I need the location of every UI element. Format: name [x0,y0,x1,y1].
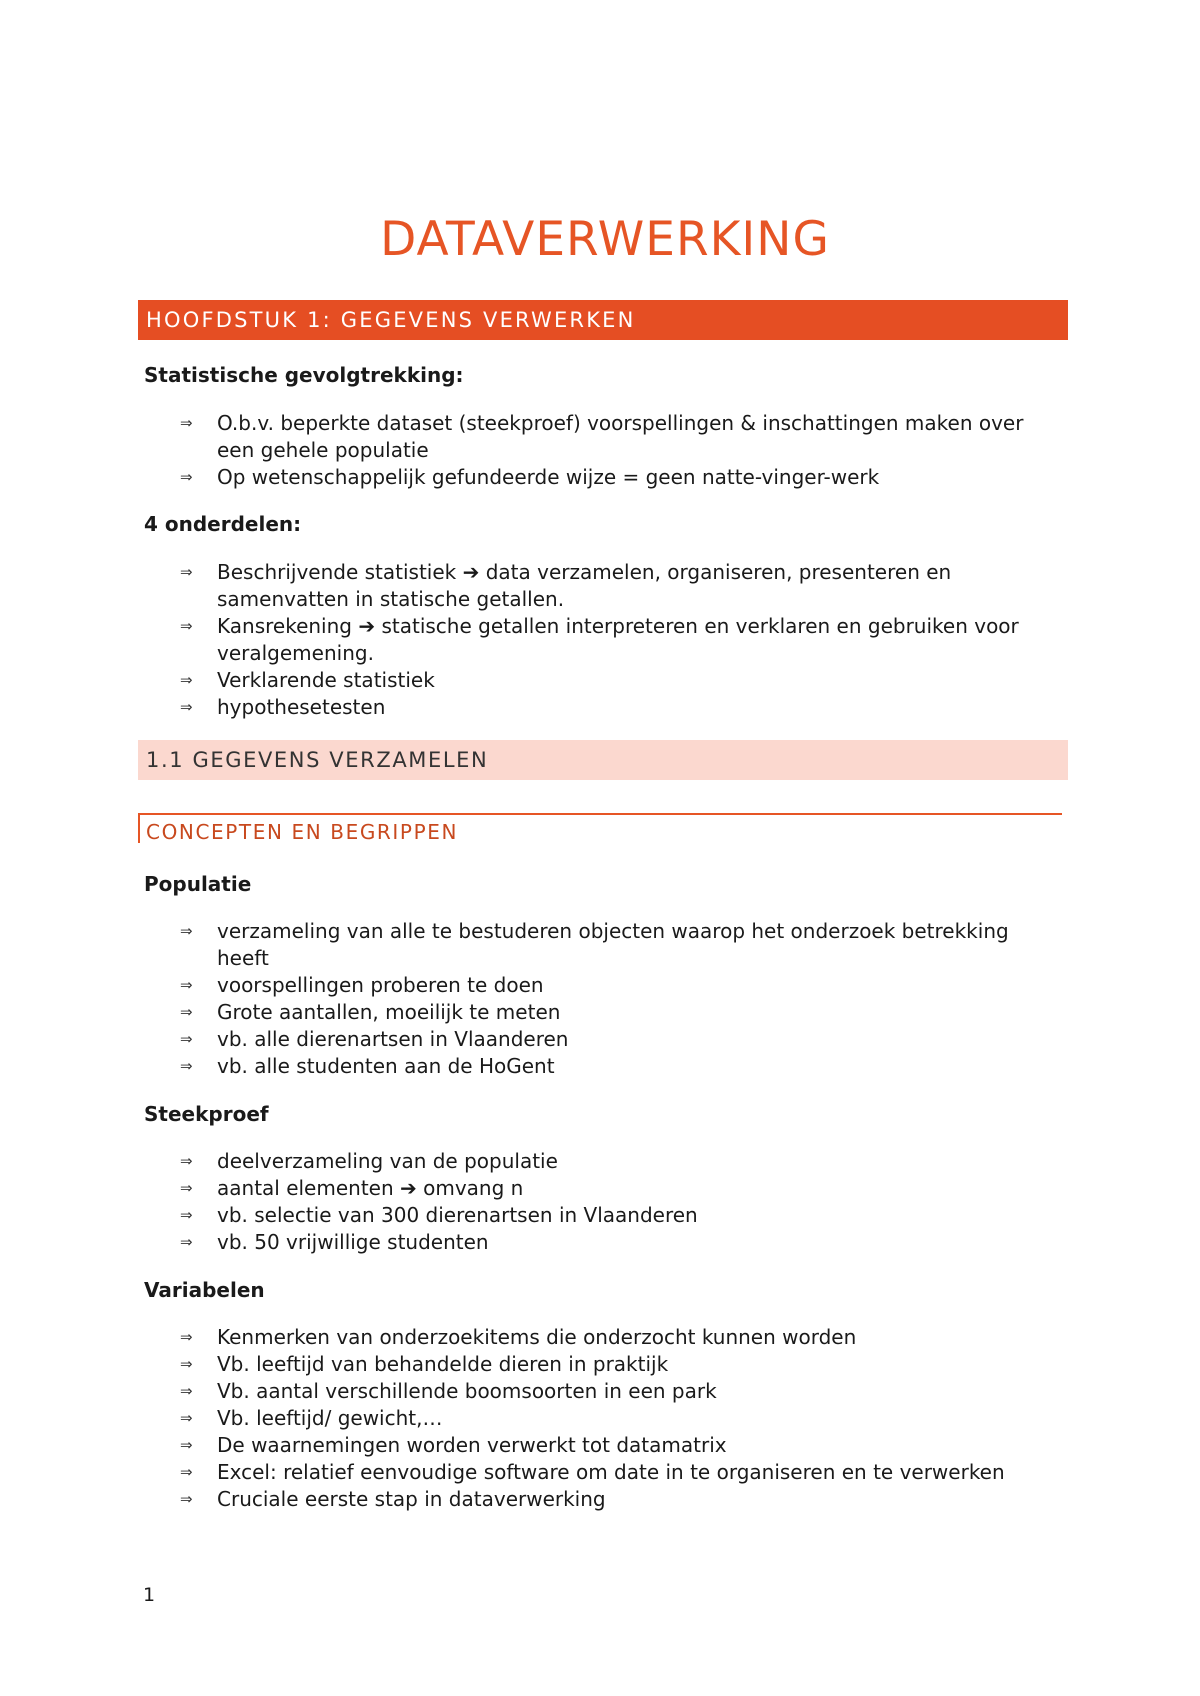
variabelen-list [0,1324,1057,1513]
arrow-bullet-icon: ⇒ [180,1057,193,1075]
subsection-heading: CONCEPTEN EN BEGRIPPEN [138,813,1062,843]
list-item: ⇒ vb. selectie van 300 dierenartsen in Vlaanderen [180,1203,698,1227]
list-item: ⇒ Vb. leeftijd/ gewicht,… [180,1406,443,1430]
list-item: ⇒ Kenmerken van onderzoekitems die onderzocht kunnen worden [180,1325,857,1349]
arrow-bullet-icon: ⇒ [180,414,193,432]
list-item: ⇒ voorspellingen proberen te doen [180,973,544,997]
arrow-bullet-icon: ⇒ [180,1436,193,1454]
list-item: ⇒ hypothesetesten [180,695,386,719]
arrow-bullet-icon: ⇒ [180,468,193,486]
arrow-bullet-icon: ⇒ [180,1179,193,1197]
list-item: ⇒ O.b.v. beperkte dataset (steekproef) voorspellingen & inschattingen maken over een gehele populatie [180,411,1024,462]
arrow-bullet-icon: ⇒ [180,617,193,635]
intro-list [0,410,1057,491]
list-item: ⇒ deelverzameling van de populatie [180,1149,558,1173]
arrow-bullet-icon: ⇒ [180,1152,193,1170]
list-item: ⇒ De waarnemingen worden verwerkt tot datamatrix [180,1433,727,1457]
list-item: ⇒ Op wetenschappelijk gefundeerde wijze = geen natte-vinger-werk [180,465,880,489]
arrow-bullet-icon: ⇒ [180,1355,193,1373]
populatie-heading: Populatie [144,872,252,896]
steekproef-list [0,1148,1057,1256]
arrow-bullet-icon: ⇒ [180,1463,193,1481]
populatie-list [0,918,1057,1080]
list-item: ⇒ aantal elementen ➔ omvang n [180,1176,524,1200]
page-number: 1 [143,1584,156,1606]
list-item: ⇒ Beschrijvende statistiek ➔ data verzamelen, organiseren, presenteren en samenvatten in statische getallen. [180,560,952,611]
list-item: ⇒ Excel: relatief eenvoudige software om date in te organiseren en te verwerken [180,1460,1005,1484]
intro-heading: Statistische gevolgtrekking: [144,363,464,387]
section-heading: 1.1 GEGEVENS VERZAMELEN [138,740,1068,780]
list-item: ⇒ vb. alle studenten aan de HoGent [180,1054,555,1078]
list-item: ⇒ Kansrekening ➔ statische getallen interpreteren en verklaren en gebruiken voor veralgemening. [180,614,1019,665]
arrow-bullet-icon: ⇒ [180,922,193,940]
arrow-bullet-icon: ⇒ [180,1233,193,1251]
arrow-bullet-icon: ⇒ [180,563,193,581]
steekproef-heading: Steekproef [144,1102,269,1126]
list-item: ⇒ verzameling van alle te bestuderen objecten waarop het onderzoek betrekking heeft [180,919,1009,970]
page-title: DATAVERWERKING [380,212,830,267]
list-item: ⇒ Verklarende statistiek [180,668,435,692]
list-item: ⇒ Cruciale eerste stap in dataverwerking [180,1487,606,1511]
variabelen-heading: Variabelen [144,1278,265,1302]
arrow-bullet-icon: ⇒ [180,698,193,716]
list-item: ⇒ Grote aantallen, moeilijk te meten [180,1000,561,1024]
list-item: ⇒ vb. alle dierenartsen in Vlaanderen [180,1027,569,1051]
arrow-bullet-icon: ⇒ [180,1328,193,1346]
parts-heading: 4 onderdelen: [144,512,302,536]
parts-list [0,559,1057,721]
arrow-bullet-icon: ⇒ [180,1382,193,1400]
arrow-bullet-icon: ⇒ [180,1030,193,1048]
chapter-heading: HOOFDSTUK 1: GEGEVENS VERWERKEN [138,300,1068,340]
arrow-bullet-icon: ⇒ [180,976,193,994]
list-item: ⇒ Vb. leeftijd van behandelde dieren in praktijk [180,1352,669,1376]
list-item: ⇒ vb. 50 vrijwillige studenten [180,1230,489,1254]
arrow-bullet-icon: ⇒ [180,1206,193,1224]
arrow-bullet-icon: ⇒ [180,1490,193,1508]
arrow-bullet-icon: ⇒ [180,671,193,689]
arrow-bullet-icon: ⇒ [180,1003,193,1021]
list-item: ⇒ Vb. aantal verschillende boomsoorten in een park [180,1379,717,1403]
arrow-bullet-icon: ⇒ [180,1409,193,1427]
